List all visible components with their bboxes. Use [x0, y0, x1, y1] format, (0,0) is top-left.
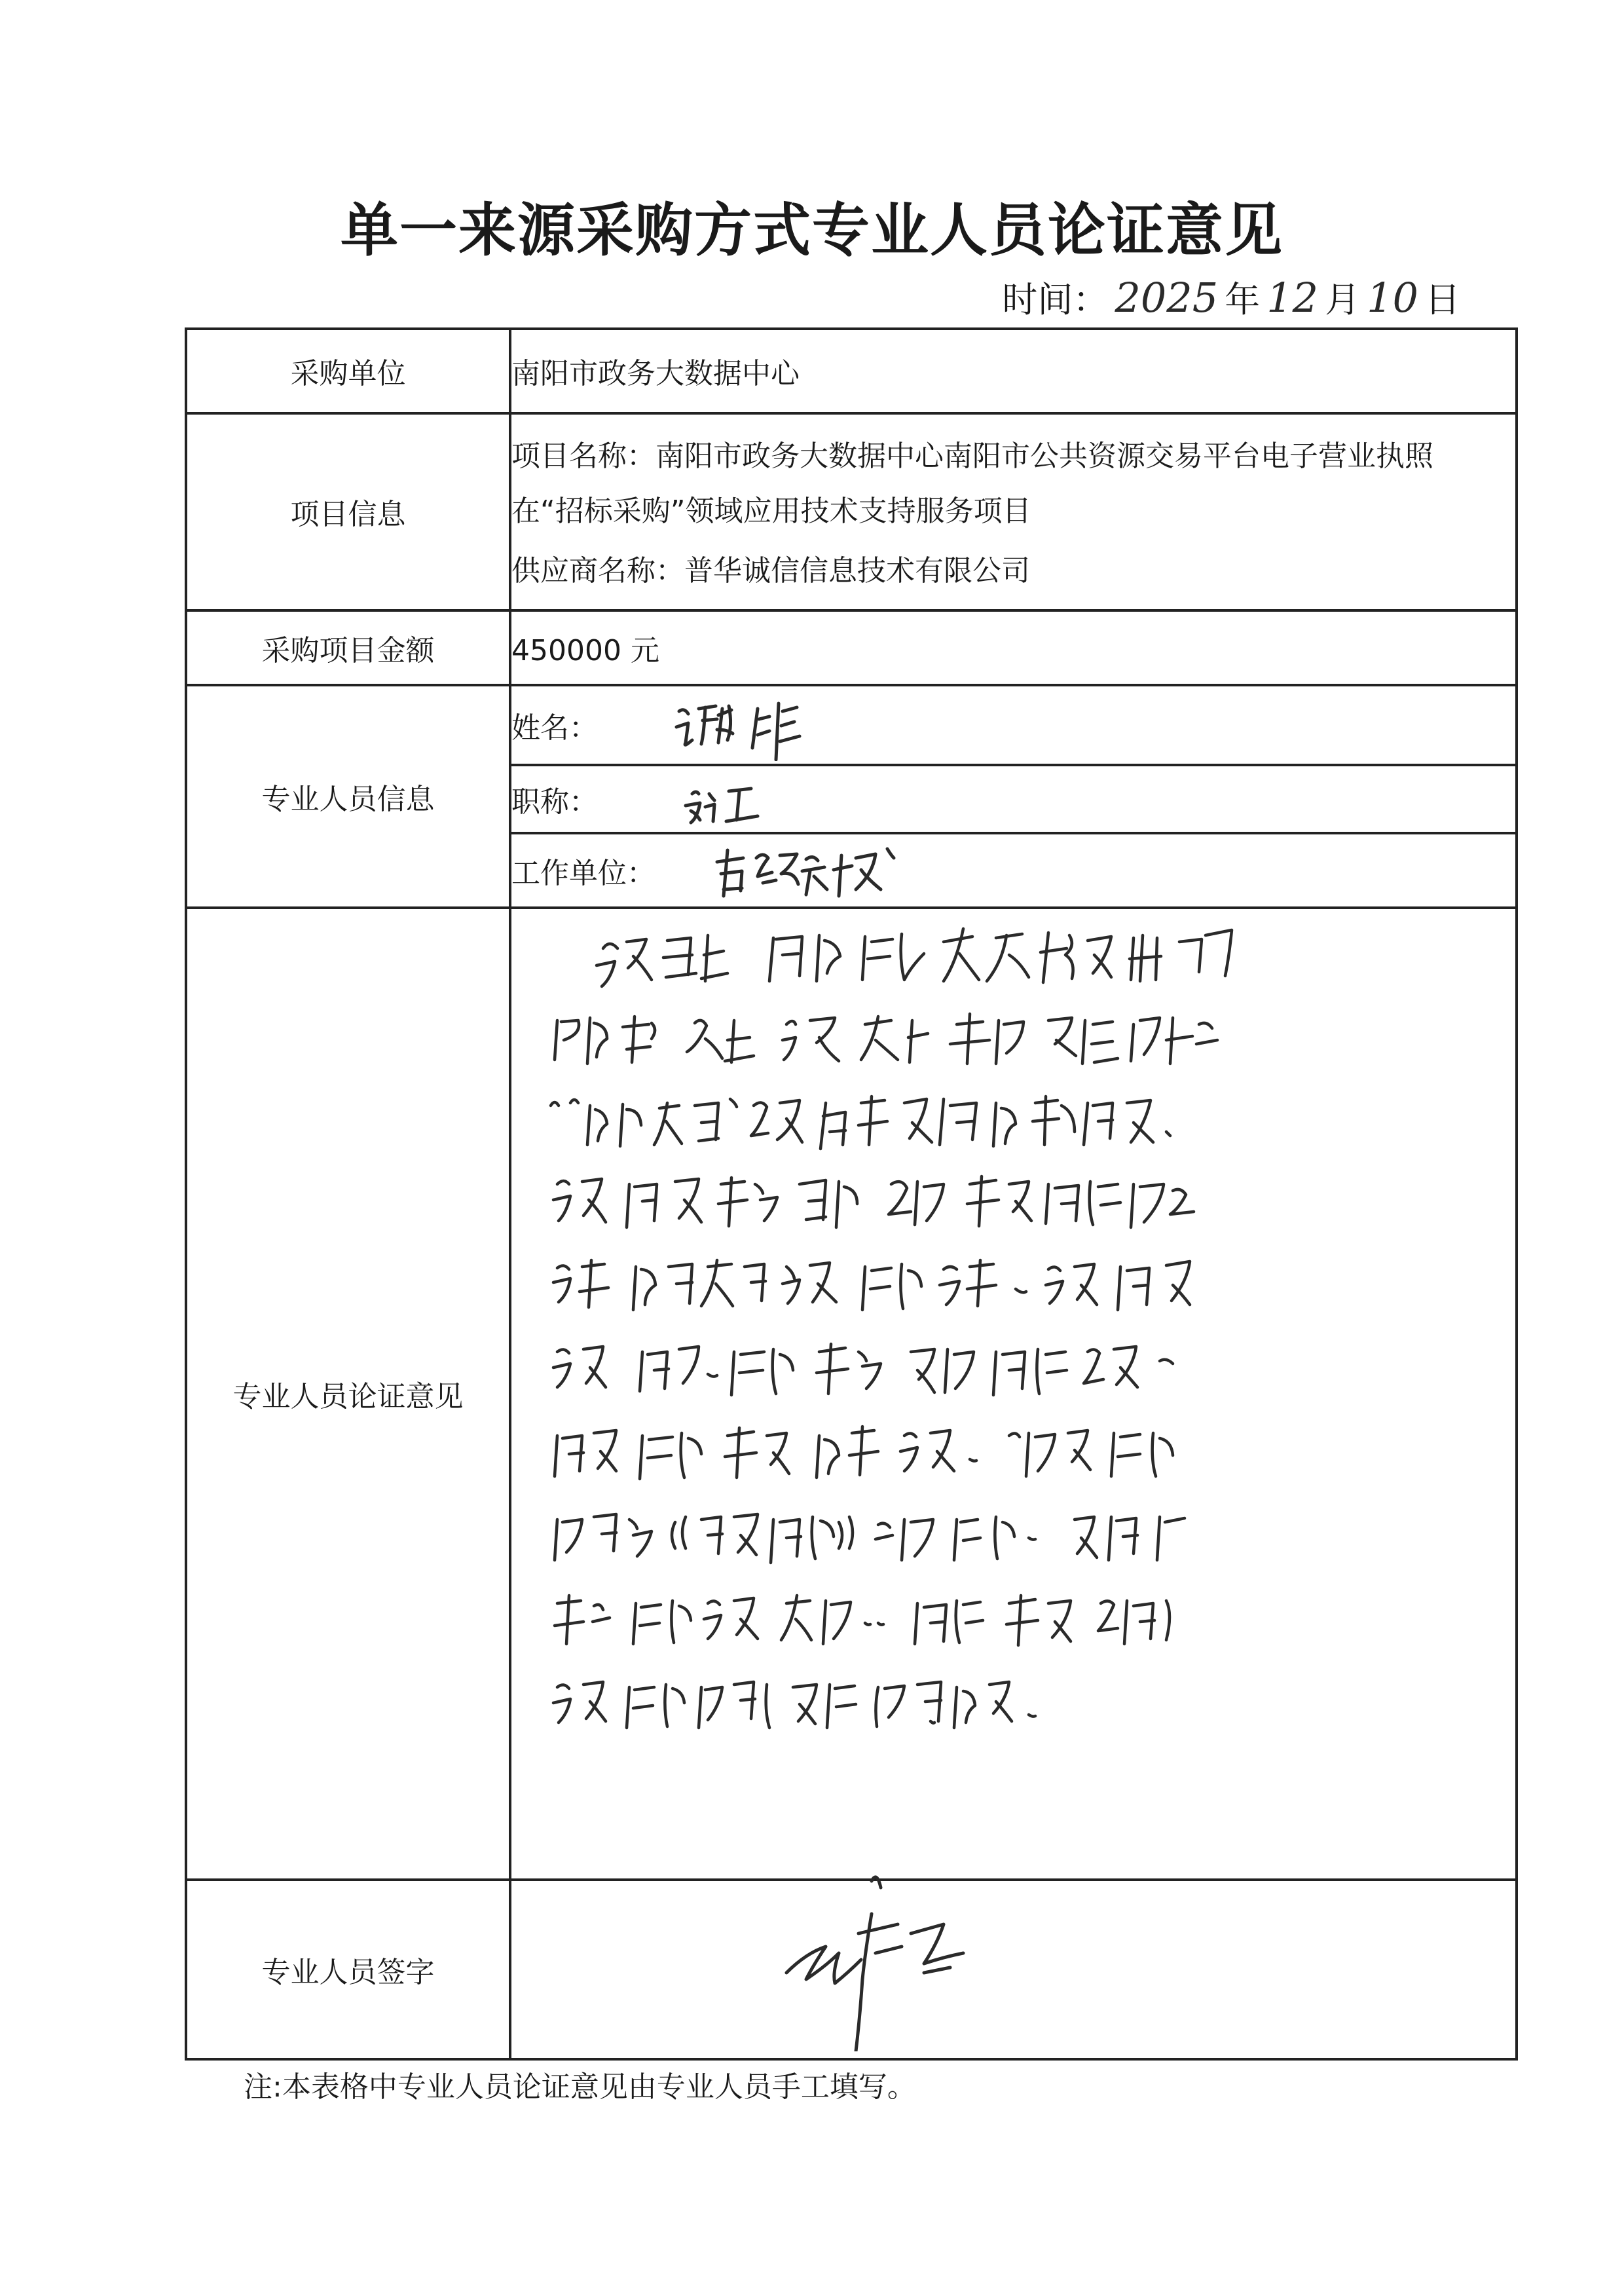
date-month-unit: 月: [1325, 279, 1361, 320]
expert-org-label: 工作单位：: [511, 857, 655, 890]
purchaser-value: 南阳市政务大数据中心: [510, 329, 1517, 413]
form-table: [185, 327, 1518, 2061]
handwritten-title: [607, 768, 803, 830]
footnote: 注:本表格中专业人员论证意见由专业人员手工填写。: [244, 2070, 916, 2104]
handwritten-name: [607, 689, 843, 761]
opinion-cell: [510, 908, 1517, 1880]
signature-row: [186, 1880, 1517, 2059]
amount-value: 450000 元: [510, 610, 1517, 685]
opinion-label: 专业人员论证意见: [186, 908, 510, 1880]
expert-title-label: 职称：: [511, 785, 598, 819]
opinion-row: [186, 908, 1517, 1880]
expert-info-label: 专业人员信息: [186, 685, 510, 908]
handwritten-opinion: [511, 909, 1518, 1846]
date-label: 时间：: [1002, 279, 1109, 320]
date-day: 10: [1367, 274, 1418, 322]
handwritten-organization: [665, 836, 940, 905]
project-row-name: [186, 413, 1517, 545]
project-name: 项目名称：南阳市政务大数据中心南阳市公共资源交易平台电子营业执照在“招标采购”领域应用技术支持服务项目: [511, 439, 1433, 528]
date-year-unit: 年: [1225, 279, 1261, 320]
page-title: 单一来源采购方式专业人员论证意见: [340, 196, 1283, 264]
date-line: [1002, 272, 1460, 322]
supplier-name: 供应商名称：普华诚信信息技术有限公司: [511, 553, 1030, 588]
amount-label: 采购项目金额: [186, 610, 510, 685]
handwritten-signature: [760, 1855, 1035, 2051]
purchaser-row: [186, 329, 1517, 413]
purchaser-label: 采购单位: [186, 329, 510, 413]
date-month: 12: [1266, 274, 1319, 322]
date-day-unit: 日: [1425, 279, 1460, 320]
expert-name-row: [186, 685, 1517, 765]
amount-row: [186, 610, 1517, 685]
project-label: 项目信息: [186, 413, 510, 610]
date-year: 2025: [1115, 274, 1219, 322]
expert-name-label: 姓名：: [511, 711, 598, 745]
signature-label: 专业人员签字: [186, 1880, 510, 2059]
